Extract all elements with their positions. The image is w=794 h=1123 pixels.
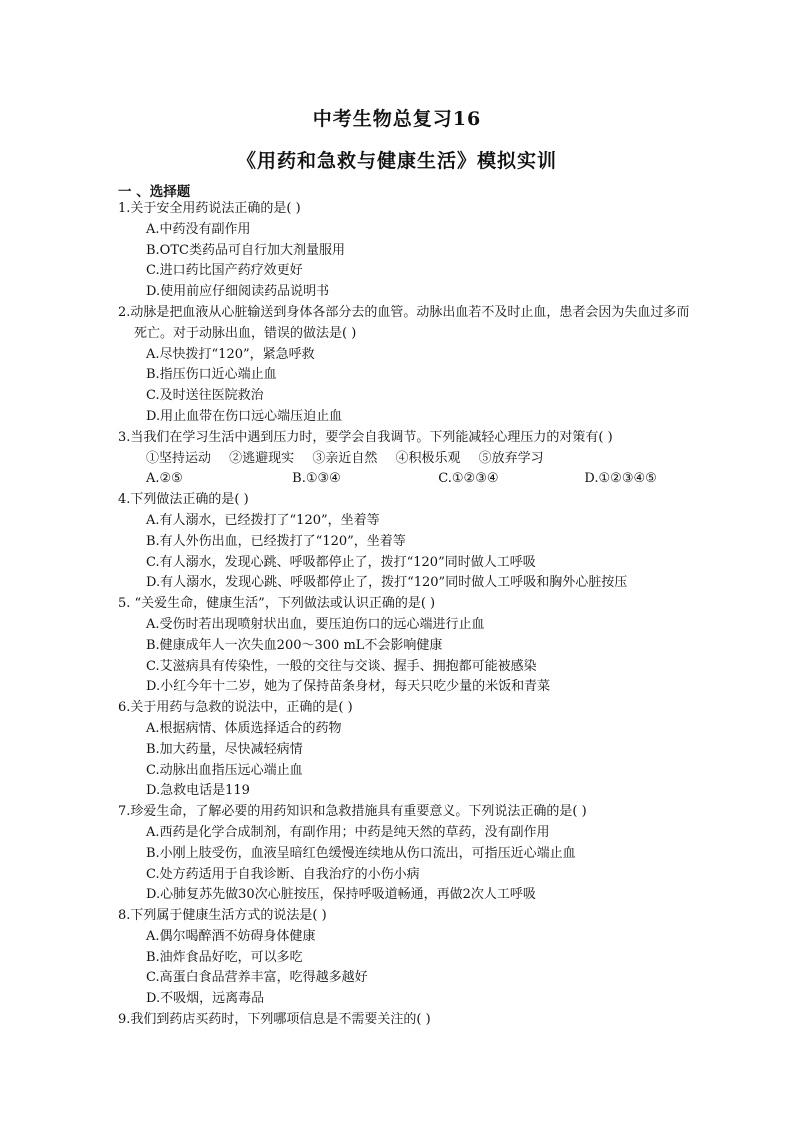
statement-items (118, 449, 698, 470)
answer-option: B.油炸食品好吃，可以多吃 (146, 949, 303, 965)
page-subtitle: 《用药和急救与健康生活》模拟实训 (236, 150, 557, 172)
question-stem: 9.我们到药店买药时，下列哪项信息是不需要关注的( ) (118, 1012, 431, 1028)
answer-option: B.健康成年人一次失血200～300 mL不会影响健康 (146, 637, 443, 653)
answer-option: D.①②③④⑤ (584, 471, 657, 487)
answer-option: D.有人溺水，发现心跳、呼吸都停止了，拨打“120”同时做人工呼吸和胸外心脏按压 (146, 575, 628, 591)
answer-option: A.有人溺水，已经拨打了“120”，坐着等 (146, 512, 380, 528)
answer-option: D.用止血带在伤口远心端压迫止血 (146, 408, 343, 424)
answer-option: B.加大药量，尽快减轻病情 (146, 741, 303, 757)
question-stem: 2.动脉是把血液从心脏输送到身体各部分去的血管。动脉出血若不及时止血，患者会因为失血过多而死亡。对于动脉出血，错误的做法是( ) (118, 304, 690, 341)
answer-option: B.小刚上肢受伤，血液呈暗红色缓慢连续地从伤口流出，可指压近心端止血 (146, 845, 576, 861)
answer-option: B.①③④ (292, 471, 341, 487)
answer-option: A.受伤时若出现喷射状出血，要压迫伤口的远心端进行止血 (146, 616, 485, 632)
question-stem: 6.关于用药与急救的说法中，正确的是( ) (118, 700, 353, 716)
answer-option: D.小红今年十二岁，她为了保持苗条身材，每天只吃少量的米饭和青菜 (146, 679, 551, 695)
answer-choices (118, 469, 698, 490)
question-stem: 7.珍爱生命，了解必要的用药知识和急救措施具有重要意义。下列说法正确的是( ) (118, 804, 587, 820)
answer-option: D.急救电话是119 (146, 783, 250, 799)
answer-option: D.使用前应仔细阅读药品说明书 (146, 284, 330, 300)
answer-option: B.OTC类药品可自行加大剂量服用 (146, 242, 345, 258)
answer-option: A.根据病情、体质选择适合的药物 (146, 720, 342, 736)
answer-option: D.不吸烟，远离毒品 (146, 991, 265, 1007)
statement-item: ③亲近自然 (312, 450, 378, 466)
question-stem: 8.下列属于健康生活方式的说法是( ) (118, 908, 327, 924)
answer-option: D.心肺复苏先做30次心脏按压，保持呼吸道畅通，再做2次人工呼吸 (146, 887, 536, 903)
page-title: 中考生物总复习16 (312, 108, 482, 130)
question-stem: 5. “关爱生命，健康生活”，下列做法或认识正确的是( ) (118, 596, 436, 612)
question-stem: 1.关于安全用药说法正确的是( ) (118, 201, 301, 216)
answer-option: C.有人溺水，发现心跳、呼吸都停止了，拨打“120”同时做人工呼吸 (146, 554, 536, 570)
answer-option: C.动脉出血指压远心端止血 (146, 762, 303, 778)
answer-option: C.进口药比国产药疗效更好 (146, 263, 303, 279)
answer-option: A.尽快拨打“120”，紧急呼救 (146, 346, 315, 362)
answer-option: C.①②③④ (438, 471, 499, 487)
question-stem: 4.下列做法正确的是( ) (118, 492, 249, 508)
answer-option: C.处方药适用于自我诊断、自我治疗的小伤小病 (146, 866, 420, 882)
answer-option: A.中药没有副作用 (146, 221, 251, 237)
question-stem: 3.当我们在学习生活中遇到压力时，要学会自我调节。下列能减轻心理压力的对策有( ) (118, 429, 613, 445)
answer-option: C.艾滋病具有传染性，一般的交往与交谈、握手、拥抱都可能被感染 (146, 658, 537, 674)
statement-item: ④积极乐观 (395, 450, 461, 466)
statement-item: ⑤放弃学习 (478, 450, 544, 466)
answer-option: C.及时送往医院救治 (146, 388, 264, 404)
answer-option: A.②⑤ (146, 471, 183, 487)
answer-option: A.偶尔喝醉酒不妨碍身体健康 (146, 928, 316, 944)
section-heading: 一 、选择题 (118, 184, 191, 200)
answer-option: B.指压伤口近心端止血 (146, 367, 277, 383)
answer-option: C.高蛋白食品营养丰富，吃得越多越好 (146, 970, 368, 986)
statement-item: ②逃避现实 (229, 450, 295, 466)
question-list (118, 199, 698, 1031)
statement-item: ①坚持运动 (146, 450, 212, 466)
answer-option: B.有人外伤出血，已经拨打了“120”，坐着等 (146, 533, 406, 549)
answer-option: A.西药是化学合成制剂，有副作用；中药是纯天然的草药，没有副作用 (146, 824, 550, 840)
